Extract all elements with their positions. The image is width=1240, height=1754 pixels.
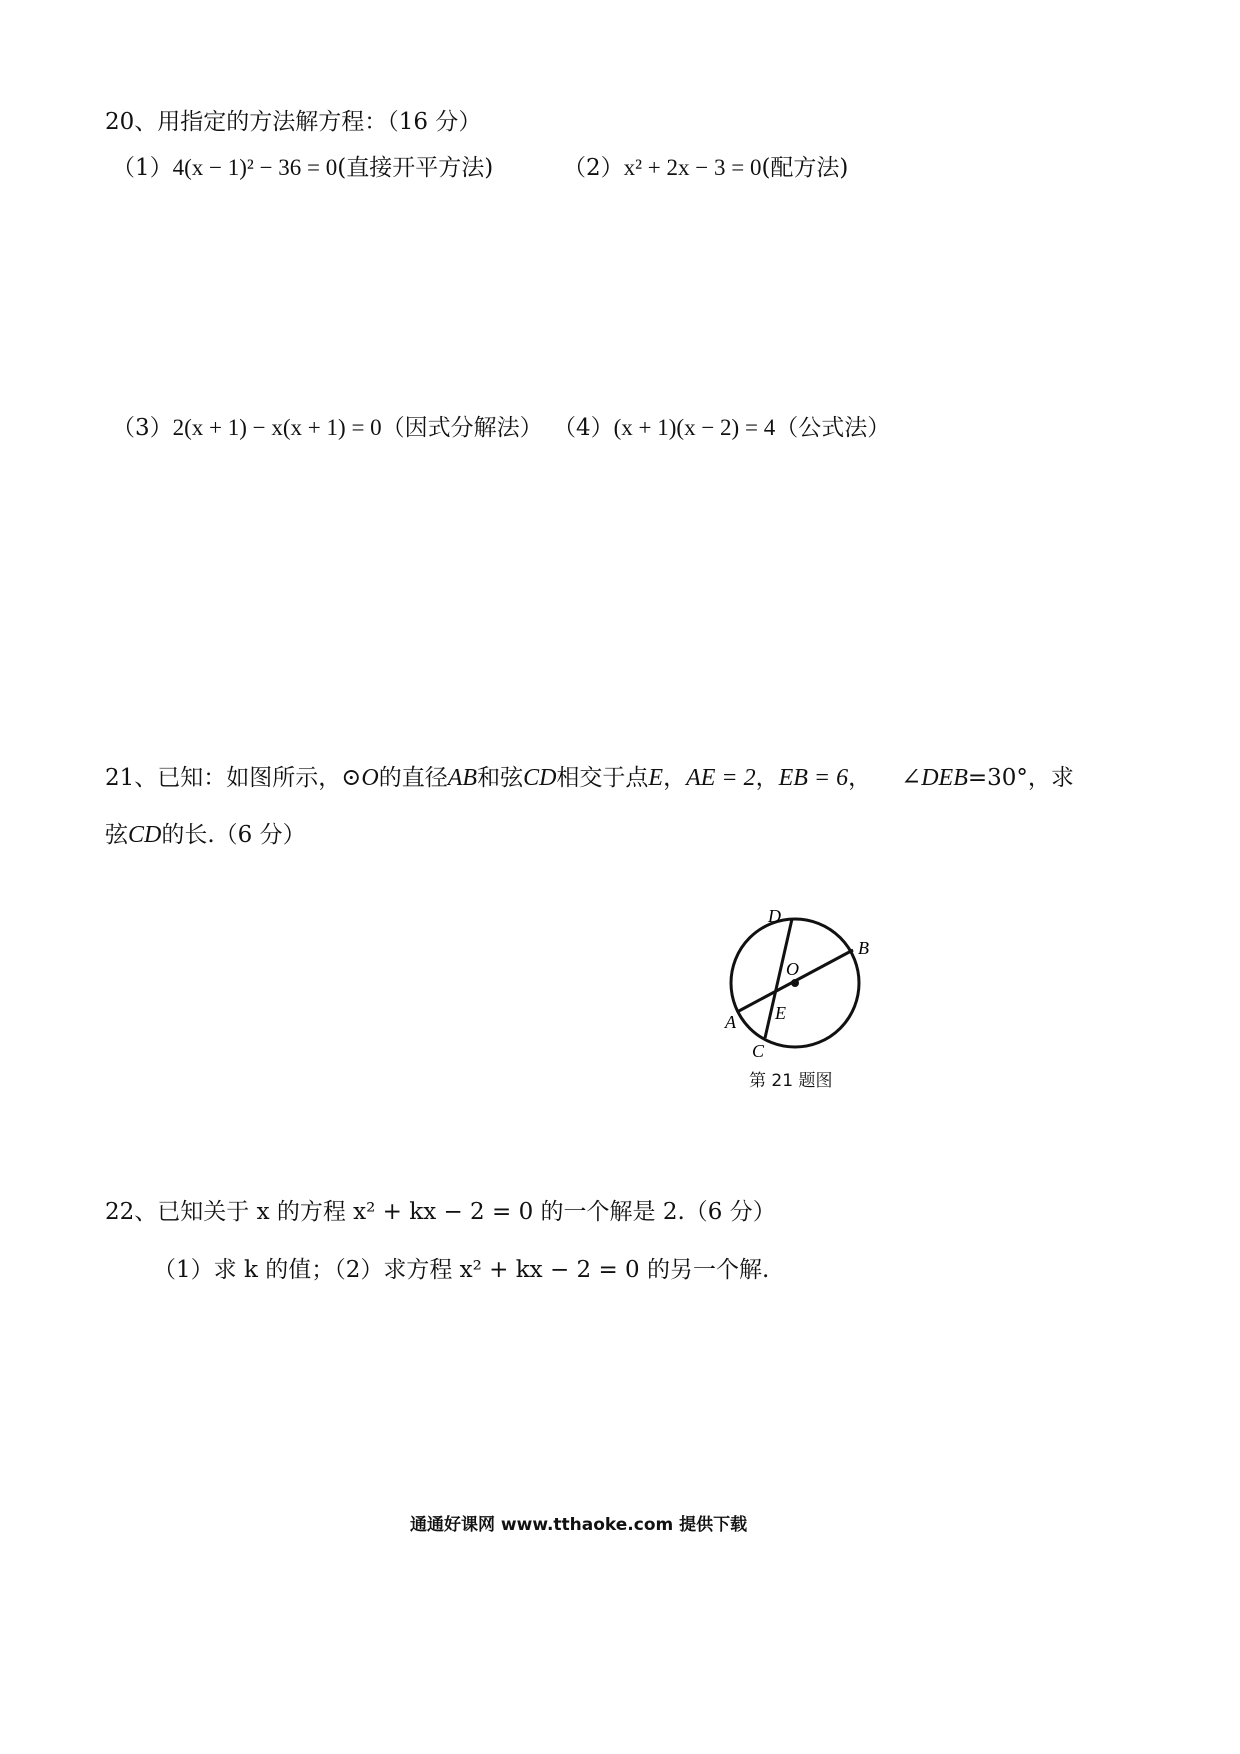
q21-line2-cd: CD — [128, 822, 162, 848]
q20-part4-method: （公式法） — [775, 415, 891, 441]
q20-part1 — [112, 153, 493, 183]
q20-part3-equation: 2(x + 1) − x(x + 1) = 0 — [172, 415, 382, 440]
q20-heading: 20、用指定的方法解方程：（16 分） — [105, 109, 482, 135]
q21-text-d: 相交于点 — [556, 765, 649, 791]
q21-text-c: 和弦 — [477, 765, 524, 791]
label-b: B — [858, 938, 869, 958]
q21-text-h: ， — [848, 765, 872, 791]
q20-part2-number: （2） — [563, 155, 624, 181]
q21-line2-a: 弦 — [105, 822, 128, 848]
q21-var-cd: CD — [523, 765, 557, 791]
q21-line1 — [105, 763, 1074, 793]
q20-part1-method: (直接开平方法) — [337, 155, 494, 181]
q20-part4-equation: (x + 1)(x − 2) = 4 — [613, 415, 776, 440]
q20-part3-method: （因式分解法） — [381, 415, 543, 441]
q21-line2 — [105, 820, 306, 850]
q21-ae-value: AE = 2 — [686, 765, 756, 791]
label-c: C — [752, 1041, 765, 1061]
q20-part2-method: (配方法) — [761, 155, 849, 181]
q20-part1-equation: 4(x − 1)² − 36 = 0 — [172, 155, 338, 180]
label-e: E — [775, 1003, 786, 1023]
q20-part3-number: （3） — [112, 415, 173, 441]
q21-text-g: ， — [755, 765, 779, 791]
q22-subquestions: （1）求 k 的值；（2）求方程 x² + kx − 2 = 0 的另一个解. — [153, 1257, 770, 1283]
q21-text-f: ， — [663, 765, 687, 791]
figure-caption: 第 21 题图 — [749, 1071, 833, 1091]
q20-part4 — [553, 413, 890, 443]
circle-o-symbol: ⊙O — [341, 765, 379, 791]
q21-text-b: 的直径 — [378, 765, 448, 791]
q21-var-e: E — [648, 765, 664, 791]
q20-part4-number: （4） — [553, 415, 614, 441]
label-o: O — [786, 959, 799, 979]
q20-part3 — [112, 413, 543, 443]
q21-text-a: 21、已知：如图所示， — [105, 765, 342, 791]
label-a: A — [725, 1012, 736, 1032]
q22-heading: 22、已知关于 x 的方程 x² + kx − 2 = 0 的一个解是 2.（6 分） — [105, 1199, 776, 1225]
q21-text-i: =30°，求 — [967, 765, 1074, 791]
label-d: D — [768, 906, 781, 926]
page-footer: 通通好课网 www.tthaoke.com 提供下载 — [410, 1515, 748, 1535]
q21-line2-b: 的长.（6 分） — [161, 822, 306, 848]
q20-part2 — [563, 153, 848, 183]
q21-var-ab: AB — [447, 765, 478, 791]
q21-eb-value: EB = 6 — [778, 765, 849, 791]
q20-part2-equation: x² + 2x − 3 = 0 — [623, 155, 762, 180]
center-point-o — [791, 979, 799, 987]
q21-angle-deb: ∠DEB — [901, 765, 968, 791]
q20-part1-number: （1） — [112, 155, 173, 181]
